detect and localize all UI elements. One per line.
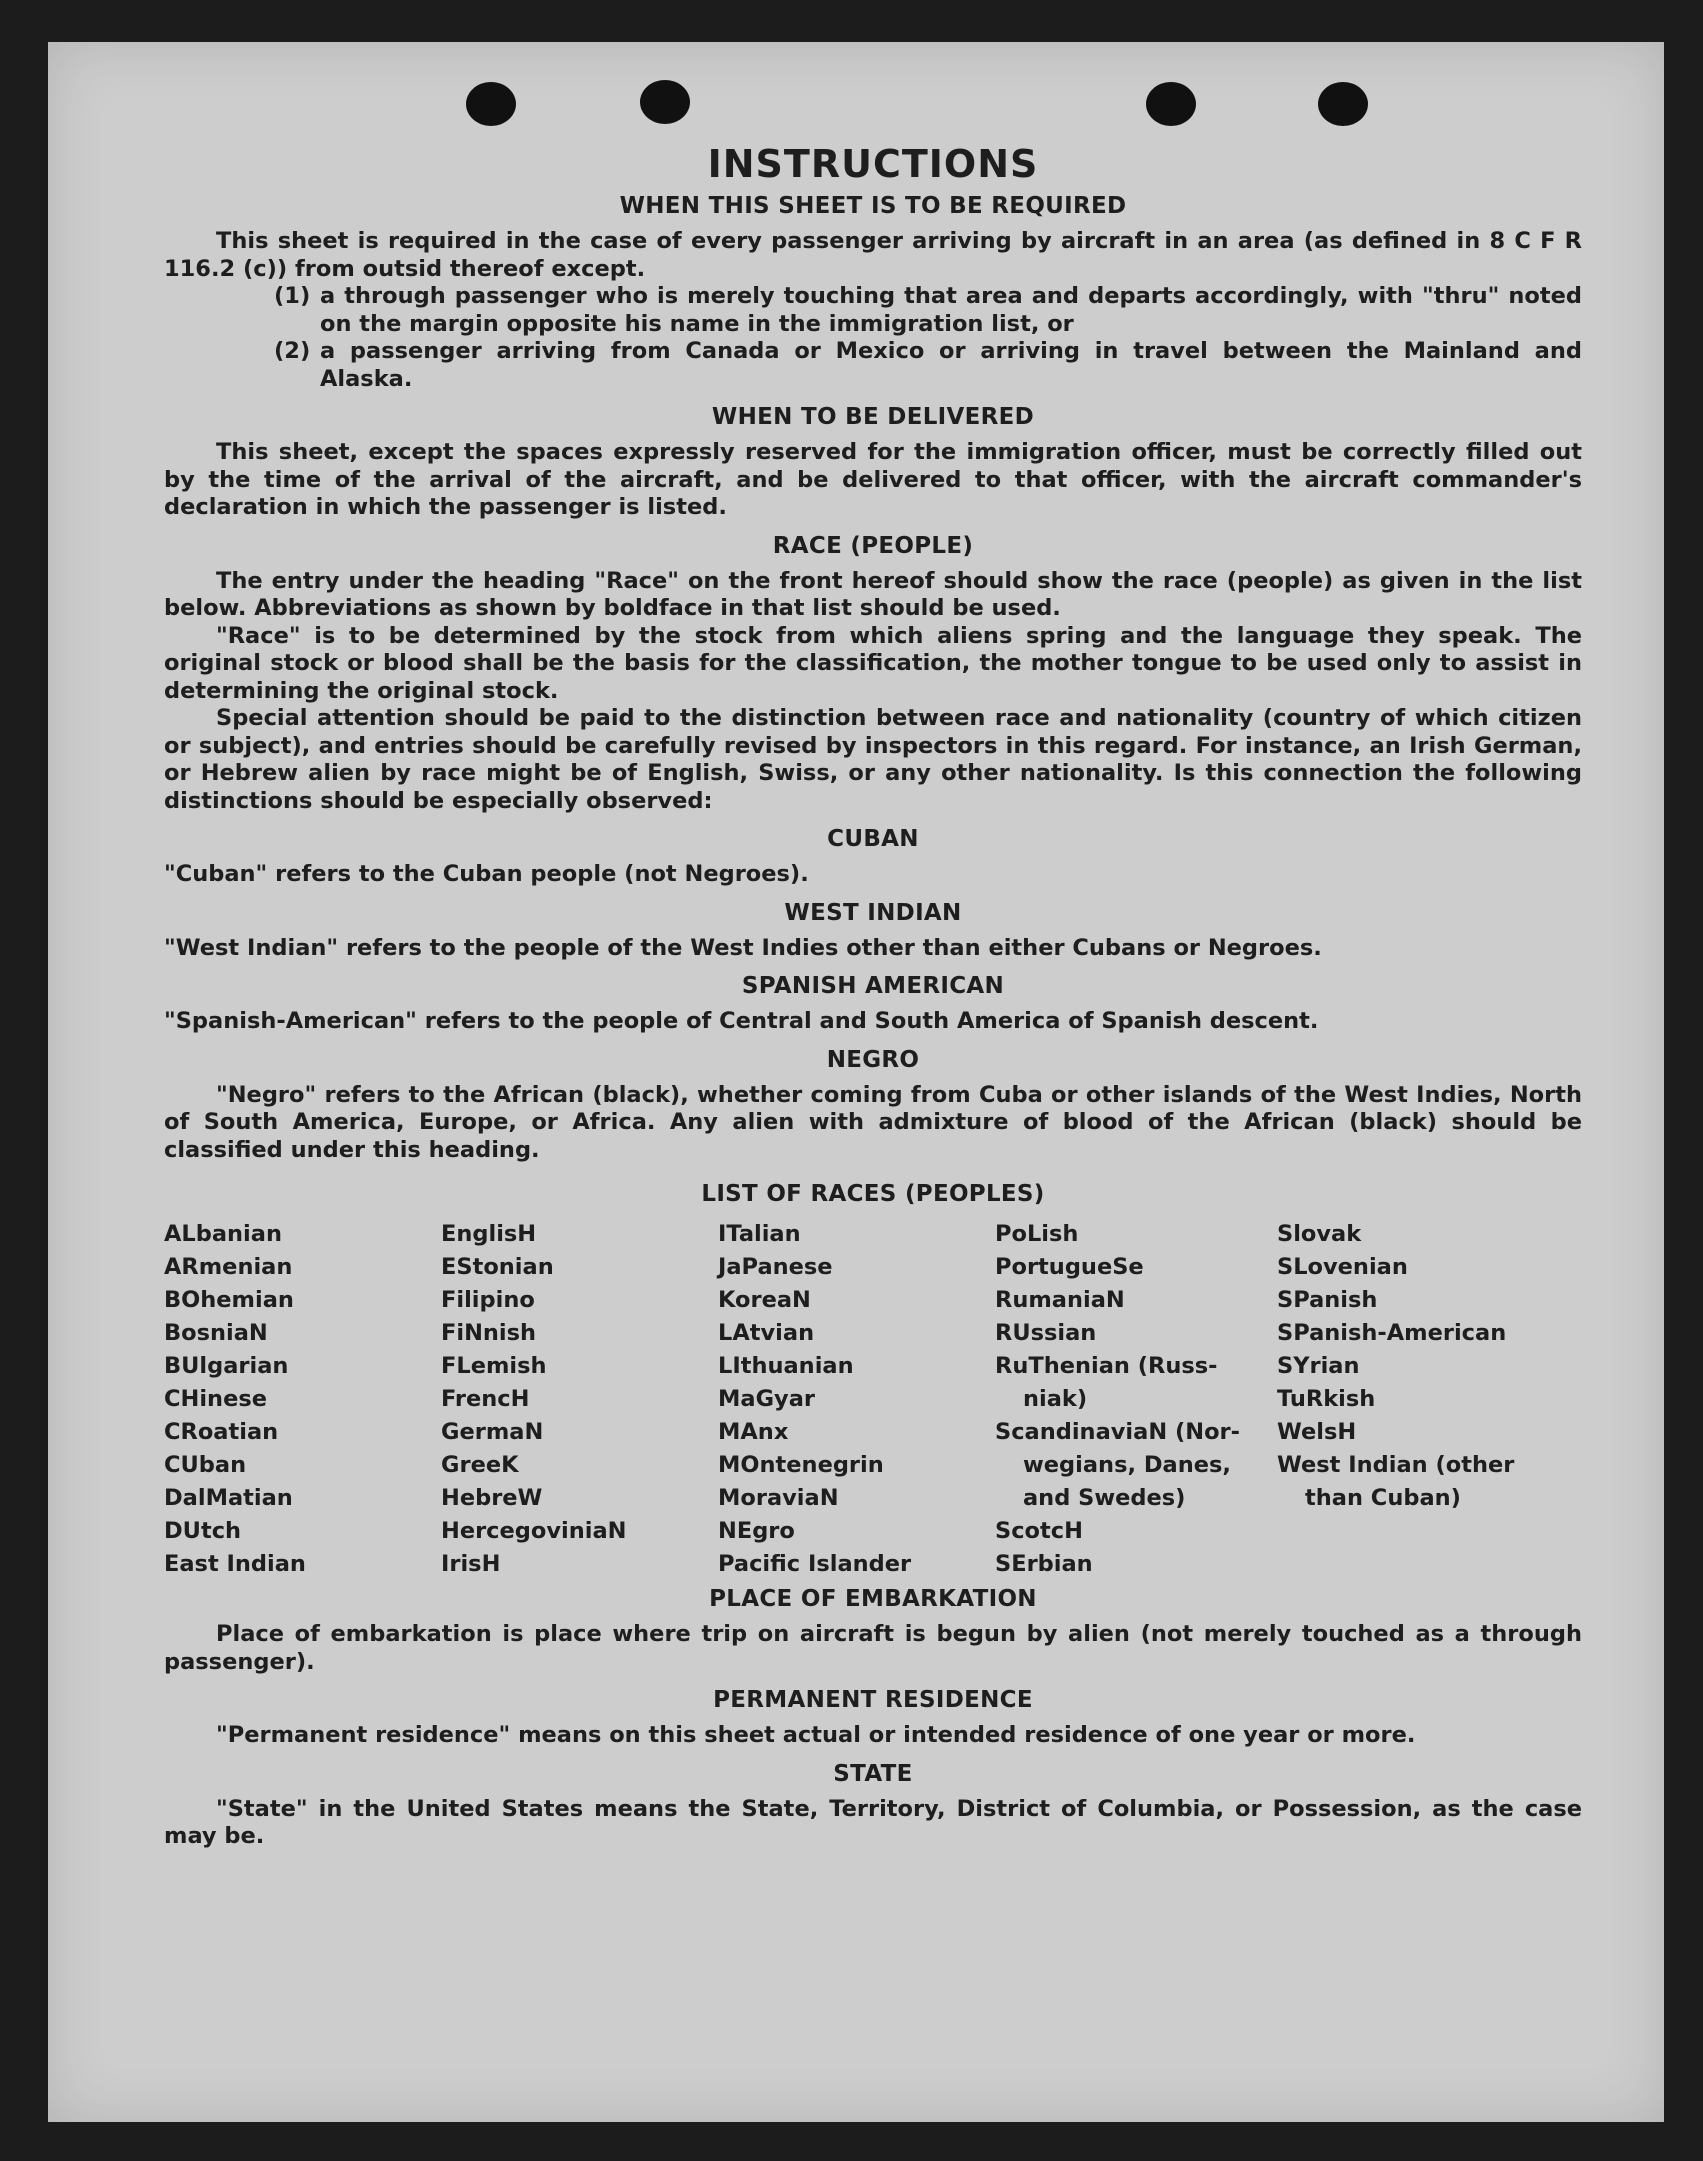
heading-race: RACE (PEOPLE)	[772, 532, 974, 559]
race-item: ARmenian	[164, 1254, 293, 1280]
paragraph-spanish-american: "Spanish-American" refers to the people of Central and South America of Spanish descent.	[164, 1008, 1319, 1034]
race-item: GermaN	[441, 1419, 544, 1445]
race-item: CHinese	[164, 1386, 267, 1412]
race-item: MoraviaN	[718, 1485, 839, 1511]
race-item: MaGyar	[718, 1386, 815, 1412]
paragraph-embarkation: Place of embarkation is place where trip on aircraft is begun by alien (not merely touched as a through passenger).	[164, 1621, 1582, 1675]
list-item	[274, 283, 1582, 338]
race-item: GreeK	[441, 1452, 519, 1478]
heading-list-of-races: LIST OF RACES (PEOPLES)	[701, 1181, 1045, 1207]
document-sheet	[48, 42, 1664, 2122]
race-item: than Cuban)	[1305, 1485, 1461, 1511]
race-item: DalMatian	[164, 1485, 293, 1511]
race-item: FiNnish	[441, 1320, 537, 1346]
punch-hole	[1318, 82, 1368, 126]
race-item: PoLish	[995, 1221, 1079, 1247]
race-item: BOhemian	[164, 1287, 294, 1313]
races-column	[718, 1218, 995, 1581]
race-item: SPanish	[1277, 1287, 1378, 1313]
race-item: RUssian	[995, 1320, 1097, 1346]
paragraph-permanent-residence: "Permanent residence" means on this sheet actual or intended residence of one year or more.	[216, 1722, 1416, 1748]
list-item	[274, 338, 1582, 393]
race-item: SLovenian	[1277, 1254, 1408, 1280]
race-item: IrisH	[441, 1551, 501, 1577]
race-item: ScotcH	[995, 1518, 1083, 1544]
race-item: FLemish	[441, 1353, 547, 1379]
race-item: KoreaN	[718, 1287, 811, 1313]
race-item: ALbanian	[164, 1221, 282, 1247]
paragraph-when-delivered: This sheet, except the spaces expressly reserved for the immigration officer, must be correctly filled out by the time of the arrival of the aircraft, and be delivered to that officer, with the aircraft commander's declaration in which the passenger is listed.	[164, 439, 1582, 520]
races-column	[441, 1218, 718, 1581]
race-item: MAnx	[718, 1419, 789, 1445]
punch-hole	[1146, 82, 1196, 126]
list-item-text: a passenger arriving from Canada or Mexico or arriving in travel between the Mainland and Alaska.	[320, 338, 1582, 392]
race-item: FrencH	[441, 1386, 530, 1412]
paragraph-cuban: "Cuban" refers to the Cuban people (not Negroes).	[164, 861, 809, 887]
paragraph-race-2: "Race" is to be determined by the stock from which aliens spring and the language they speak. The original stock or blood shall be the basis for the classification, the mother tongue to be used only to assist in determining the original stock.	[164, 622, 1582, 704]
race-item: Pacific Islander	[718, 1551, 912, 1577]
race-item: LAtvian	[718, 1320, 815, 1346]
list-item-number: (2)	[274, 338, 311, 364]
races-list	[164, 1218, 1582, 1581]
race-item: MOntenegrin	[718, 1452, 884, 1478]
page-title: INSTRUCTIONS	[707, 142, 1039, 186]
race-item: ITalian	[718, 1221, 801, 1247]
paragraph-race-3: Special attention should be paid to the distinction between race and nationality (country of which citizen or subject), and entries should be carefully revised by inspectors in this regard. For instance, an Irish German, or Hebrew alien by race might be of English, Swiss, or any other nationality. Is this connection the following distinctions should be especially observed:	[164, 705, 1582, 814]
heading-when-required: WHEN THIS SHEET IS TO BE REQUIRED	[619, 193, 1127, 219]
heading-permanent-residence: PERMANENT RESIDENCE	[713, 1687, 1033, 1713]
race-item: LIthuanian	[718, 1353, 854, 1379]
race-item: EnglisH	[441, 1221, 537, 1247]
race-item: JaPanese	[718, 1254, 833, 1280]
heading-when-delivered: WHEN TO BE DELIVERED	[711, 404, 1035, 430]
heading-embarkation: PLACE OF EMBARKATION	[709, 1586, 1037, 1612]
race-item: RumaniaN	[995, 1287, 1125, 1313]
race-item: SErbian	[995, 1551, 1093, 1577]
punch-hole	[466, 82, 516, 126]
paragraph-negro: "Negro" refers to the African (black), whether coming from Cuba or other islands of the West Indies, North of South America, Europe, or Africa. Any alien with admixture of blood of the African (black) should be classified under this heading.	[164, 1081, 1582, 1163]
race-item: SPanish-American	[1277, 1320, 1507, 1346]
race-item: NEgro	[718, 1518, 795, 1544]
race-item: ScandinaviaN (Nor-	[995, 1419, 1240, 1445]
race-item: BosniaN	[164, 1320, 268, 1346]
document-body	[164, 142, 1582, 1851]
paragraph-west-indian: "West Indian" refers to the people of the West Indies other than either Cubans or Negroes.	[164, 934, 1322, 961]
paragraph-when-required: This sheet is required in the case of every passenger arriving by aircraft in an area (as defined in 8 C F R 116.2 (c)) from outsid thereof except.	[164, 228, 1582, 282]
race-item: and Swedes)	[1023, 1485, 1186, 1511]
race-item: West Indian (other	[1277, 1452, 1515, 1478]
heading-state: STATE	[833, 1760, 913, 1787]
race-item: RuThenian (Russ-	[995, 1353, 1218, 1379]
race-item: TuRkish	[1277, 1386, 1376, 1412]
race-item: wegians, Danes,	[1023, 1452, 1231, 1478]
races-column	[1277, 1218, 1577, 1581]
heading-negro: NEGRO	[826, 1046, 920, 1073]
race-item: SYrian	[1277, 1353, 1360, 1379]
race-item: EStonian	[441, 1254, 554, 1280]
races-column	[164, 1218, 441, 1581]
race-item: CRoatian	[164, 1419, 279, 1445]
heading-spanish-american: SPANISH AMERICAN	[741, 973, 1005, 999]
punch-hole	[640, 80, 690, 124]
heading-west-indian: WEST INDIAN	[784, 899, 962, 926]
race-item: BUlgarian	[164, 1353, 289, 1379]
race-item: HercegoviniaN	[441, 1518, 627, 1544]
race-item: DUtch	[164, 1518, 242, 1544]
race-item: PortugueSe	[995, 1254, 1144, 1280]
race-item: HebreW	[441, 1485, 543, 1511]
race-item: niak)	[1023, 1386, 1088, 1412]
race-item: WelsH	[1277, 1419, 1357, 1445]
list-item-text: a through passenger who is merely touching that area and departs accordingly, with "thru" noted on the margin opposite his name in the immigration list, or	[320, 283, 1582, 337]
race-item: Filipino	[441, 1287, 535, 1313]
paragraph-state: "State" in the United States means the State, Territory, District of Columbia, or Possession, as the case may be.	[164, 1795, 1582, 1849]
races-column	[995, 1218, 1277, 1581]
list-item-number: (1)	[274, 283, 311, 309]
race-item: Slovak	[1277, 1221, 1362, 1247]
race-item: East Indian	[164, 1551, 306, 1577]
paragraph-race-1: The entry under the heading "Race" on the front hereof should show the race (people) as given in the list below. Abbreviations as shown by boldface in that list should be used.	[164, 567, 1582, 621]
race-item: CUban	[164, 1452, 247, 1478]
heading-cuban: CUBAN	[827, 826, 919, 852]
